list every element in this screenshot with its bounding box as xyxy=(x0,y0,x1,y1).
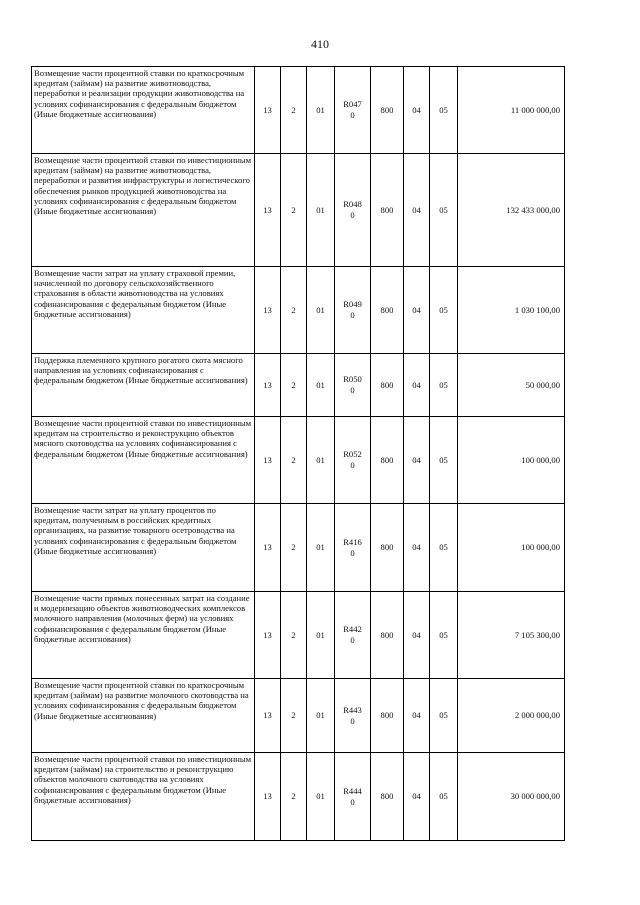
table-row xyxy=(32,267,565,354)
cell-c3: 01 xyxy=(307,67,335,154)
cell-c5: 800 xyxy=(371,417,404,504)
cell-c7: 05 xyxy=(430,679,458,753)
cell-code xyxy=(335,504,371,592)
cell-c5: 800 xyxy=(371,354,404,417)
cell-c3: 01 xyxy=(307,504,335,592)
code-part-a: R444 xyxy=(343,785,362,796)
cell-c7: 05 xyxy=(430,753,458,841)
cell-code xyxy=(335,679,371,753)
row-description: Возмещение части процентной ставки по краткосрочным кредитам (займам) на развитие животноводства, переработки и реализации продукции животноводства на условиях софинансирования с федеральным бюджетом (Иные бюджетные ассигнования) xyxy=(32,67,255,154)
row-description: Возмещение части процентной ставки по краткосрочным кредитам (займам) на развитие молочного скотоводства на условиях софинансирования с федеральным бюджетом (Иные бюджетные ассигнования) xyxy=(32,679,255,753)
code-part-a: R049 xyxy=(343,299,362,309)
code-part-a: R048 xyxy=(343,199,362,209)
cell-c1: 13 xyxy=(255,592,281,679)
table-row xyxy=(32,753,565,841)
cell-c7: 05 xyxy=(430,592,458,679)
cell-c1: 13 xyxy=(255,417,281,504)
cell-c2: 2 xyxy=(281,154,307,267)
cell-c5: 800 xyxy=(371,592,404,679)
cell-c6: 04 xyxy=(404,504,430,592)
table-row xyxy=(32,679,565,753)
cell-c5: 800 xyxy=(371,679,404,753)
cell-c3: 01 xyxy=(307,679,335,753)
cell-c3: 01 xyxy=(307,417,335,504)
cell-c3: 01 xyxy=(307,592,335,679)
cell-c6: 04 xyxy=(404,753,430,841)
code-part-b: 0 xyxy=(350,635,355,645)
cell-amount: 50 000,00 xyxy=(458,354,565,417)
row-description: Поддержка племенного крупного рогатого скота мясного направления на условиях софинансирования с федеральным бюджетом (Иные бюджетные ассигнования) xyxy=(32,354,255,417)
cell-c5: 800 xyxy=(371,267,404,354)
table-row xyxy=(32,67,565,154)
cell-c6: 04 xyxy=(404,679,430,753)
row-description: Возмещение части процентной ставки по инвестиционным кредитам (займам) на строительство и реконструкцию объектов молочного скотоводства на условиях софинансирования с федеральным бюджетом (Иные бюджетные ассигнования) xyxy=(32,753,255,841)
cell-amount: 30 000 000,00 xyxy=(458,753,565,841)
row-description: Возмещение части затрат на уплату процентов по кредитам, полученным в российских кредитных организациях, на развитие товарного осетроводства на условиях софинансирования с федеральным бюджетом (Иные бюджетные ассигнования) xyxy=(32,504,255,592)
cell-c2: 2 xyxy=(281,504,307,592)
cell-amount: 100 000,00 xyxy=(458,417,565,504)
table-row xyxy=(32,504,565,592)
cell-c1: 13 xyxy=(255,679,281,753)
cell-c2: 2 xyxy=(281,592,307,679)
row-description: Возмещение части процентной ставки по инвестиционным кредитам (займам) на развитие животноводства, переработки и развития инфраструктуры и логистического обеспечения рынков продукцией животноводства на условиях софинансирования с федеральным бюджетом (Иные бюджетные ассигнования) xyxy=(32,154,255,267)
cell-c2: 2 xyxy=(281,354,307,417)
cell-c7: 05 xyxy=(430,354,458,417)
cell-c3: 01 xyxy=(307,753,335,841)
code-part-a: R442 xyxy=(343,624,362,634)
cell-c1: 13 xyxy=(255,354,281,417)
cell-code xyxy=(335,354,371,417)
row-description: Возмещение части процентной ставки по инвестиционным кредитам на строительство и реконструкцию объектов мясного скотоводства на условиях софинансирования с федеральным бюджетом (Иные бюджетные ассигнования) xyxy=(32,417,255,504)
cell-c6: 04 xyxy=(404,67,430,154)
cell-c7: 05 xyxy=(430,504,458,592)
code-part-b: 0 xyxy=(350,715,355,726)
cell-amount: 11 000 000,00 xyxy=(458,67,565,154)
table-row xyxy=(32,592,565,679)
cell-amount: 1 030 100,00 xyxy=(458,267,565,354)
cell-c1: 13 xyxy=(255,154,281,267)
code-part-b: 0 xyxy=(350,110,355,120)
cell-c1: 13 xyxy=(255,267,281,354)
cell-c6: 04 xyxy=(404,417,430,504)
cell-c7: 05 xyxy=(430,154,458,267)
cell-c1: 13 xyxy=(255,753,281,841)
cell-c2: 2 xyxy=(281,267,307,354)
code-part-a: R416 xyxy=(343,536,362,547)
code-part-b: 0 xyxy=(350,796,355,807)
cell-c6: 04 xyxy=(404,154,430,267)
code-part-b: 0 xyxy=(350,547,355,558)
table-row xyxy=(32,417,565,504)
cell-c2: 2 xyxy=(281,753,307,841)
cell-c5: 800 xyxy=(371,504,404,592)
code-part-b: 0 xyxy=(350,310,355,320)
cell-c1: 13 xyxy=(255,504,281,592)
cell-code xyxy=(335,67,371,154)
cell-amount: 132 433 000,00 xyxy=(458,154,565,267)
code-part-b: 0 xyxy=(350,210,355,220)
cell-c2: 2 xyxy=(281,679,307,753)
cell-c7: 05 xyxy=(430,67,458,154)
cell-c7: 05 xyxy=(430,267,458,354)
code-part-a: R052 xyxy=(343,449,362,459)
cell-c5: 800 xyxy=(371,67,404,154)
code-part-a: R050 xyxy=(343,374,362,384)
table-row xyxy=(32,154,565,267)
code-part-b: 0 xyxy=(350,385,355,395)
cell-c3: 01 xyxy=(307,354,335,417)
code-part-a: R047 xyxy=(343,99,362,109)
row-description: Возмещение части затрат на уплату страховой премии, начисленной по договору сельскохозяйственного страхования в области животноводства на условиях софинансирования с федеральным бюджетом (Иные бюджетные ассигнования) xyxy=(32,267,255,354)
cell-code xyxy=(335,592,371,679)
cell-c2: 2 xyxy=(281,417,307,504)
cell-code xyxy=(335,417,371,504)
cell-c6: 04 xyxy=(404,354,430,417)
code-part-b: 0 xyxy=(350,460,355,470)
row-description: Возмещение части прямых понесенных затрат на создание и модернизацию объектов животноводческих комплексов молочного направления (молочных ферм) на условиях софинансирования с федеральным бюджетом (Иные бюджетные ассигнования) xyxy=(32,592,255,679)
cell-amount: 7 105 300,00 xyxy=(458,592,565,679)
cell-c6: 04 xyxy=(404,592,430,679)
cell-c2: 2 xyxy=(281,67,307,154)
cell-amount: 100 000,00 xyxy=(458,504,565,592)
cell-c7: 05 xyxy=(430,417,458,504)
cell-c3: 01 xyxy=(307,154,335,267)
cell-code xyxy=(335,154,371,267)
cell-c1: 13 xyxy=(255,67,281,154)
cell-amount: 2 000 000,00 xyxy=(458,679,565,753)
cell-code xyxy=(335,753,371,841)
cell-c6: 04 xyxy=(404,267,430,354)
cell-c5: 800 xyxy=(371,753,404,841)
page-number: 410 xyxy=(311,37,329,51)
budget-table xyxy=(31,66,565,841)
cell-code xyxy=(335,267,371,354)
table-row xyxy=(32,354,565,417)
cell-c5: 800 xyxy=(371,154,404,267)
code-part-a: R443 xyxy=(343,704,362,715)
cell-c3: 01 xyxy=(307,267,335,354)
